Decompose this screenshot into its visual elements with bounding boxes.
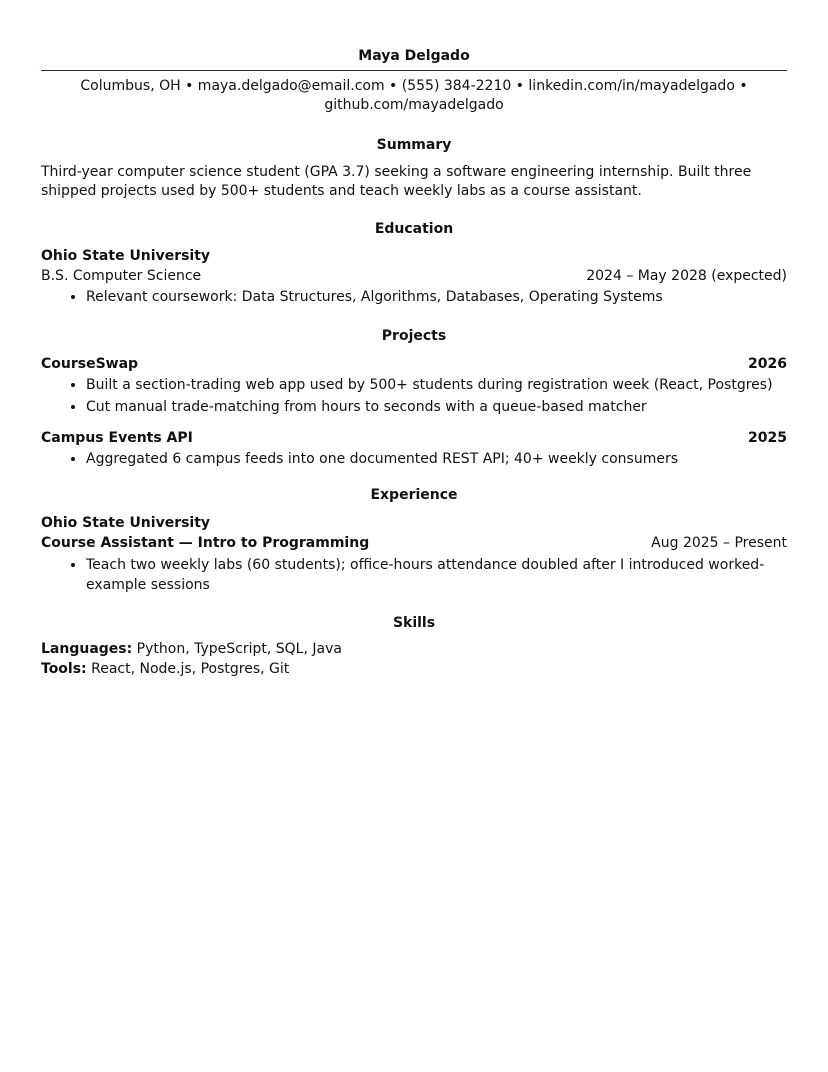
project-bullets [41,450,787,470]
experience-title: Experience [370,487,458,503]
skills-title: Skills [392,615,436,631]
summary-title: Summary [376,137,452,153]
education-school: Ohio State University [41,248,211,264]
contact-line-2: github.com/mayadelgado [324,97,504,113]
project-bullets [41,376,787,418]
list-item: • Teach two weekly labs (60 students); office-hours attendance doubled after I introduced worked-example sessions [86,556,787,595]
education-bullets [41,288,787,308]
skills-languages-label: Languages: [41,641,133,657]
list-item: • Cut manual trade-matching from hours to seconds with a queue-based matcher [86,398,787,418]
education-degree-row [41,266,787,286]
skills-languages-line [41,640,787,660]
experience-org: Ohio State University [41,515,211,531]
education-school-row [41,246,787,266]
list-item: • Aggregated 6 campus feeds into one documented REST API; 40+ weekly consumers [86,450,787,470]
skills-tools-label: Tools: [41,660,87,677]
experience-section [41,485,787,595]
education-title: Education [374,221,454,237]
project-year: 2025 [748,429,787,446]
education-section [41,219,787,308]
experience-bullets [41,556,787,595]
project-name: Campus Events API [41,429,193,446]
project-header-row [41,354,787,374]
experience-org-row [41,513,787,533]
resume-header [41,46,787,115]
projects-section [41,326,787,470]
header-divider [41,70,787,71]
experience-role: Course Assistant — Intro to Programming [41,535,370,551]
experience-role-row [41,533,787,553]
project-name: CourseSwap [41,355,139,372]
project-courseswap [41,354,787,418]
projects-title: Projects [381,327,447,344]
education-degree: B.S. Computer Science [41,268,202,284]
list-item: • Relevant coursework: Data Structures, Algorithms, Databases, Operating Systems [86,288,787,308]
contact-line-1: Columbus, OH • maya.delgado@email.com • (555) 384-2210 • linkedin.com/in/mayadelgado • [80,78,748,94]
summary-text: Third-year computer science student (GPA 3.7) seeking a software engineering internship. Built three shipped projects used by 500+ students and teach weekly labs as a course assistant. [41,164,752,199]
experience-dates: Aug 2025 – Present [651,535,787,551]
skills-languages: Python, TypeScript, SQL, Java [136,641,342,657]
list-item: • Built a section-trading web app used by 500+ students during registration week (React, Postgres) [86,376,787,396]
skills-tools: React, Node.js, Postgres, Git [91,660,290,677]
skills-tools-line [41,660,787,680]
education-dates: 2024 – May 2028 (expected) [586,268,787,284]
project-header-row [41,428,787,448]
skills-section [41,613,787,679]
summary-section [41,135,787,201]
candidate-name: Maya Delgado [358,48,470,64]
project-campus-events-api [41,428,787,470]
project-year: 2026 [748,355,787,372]
